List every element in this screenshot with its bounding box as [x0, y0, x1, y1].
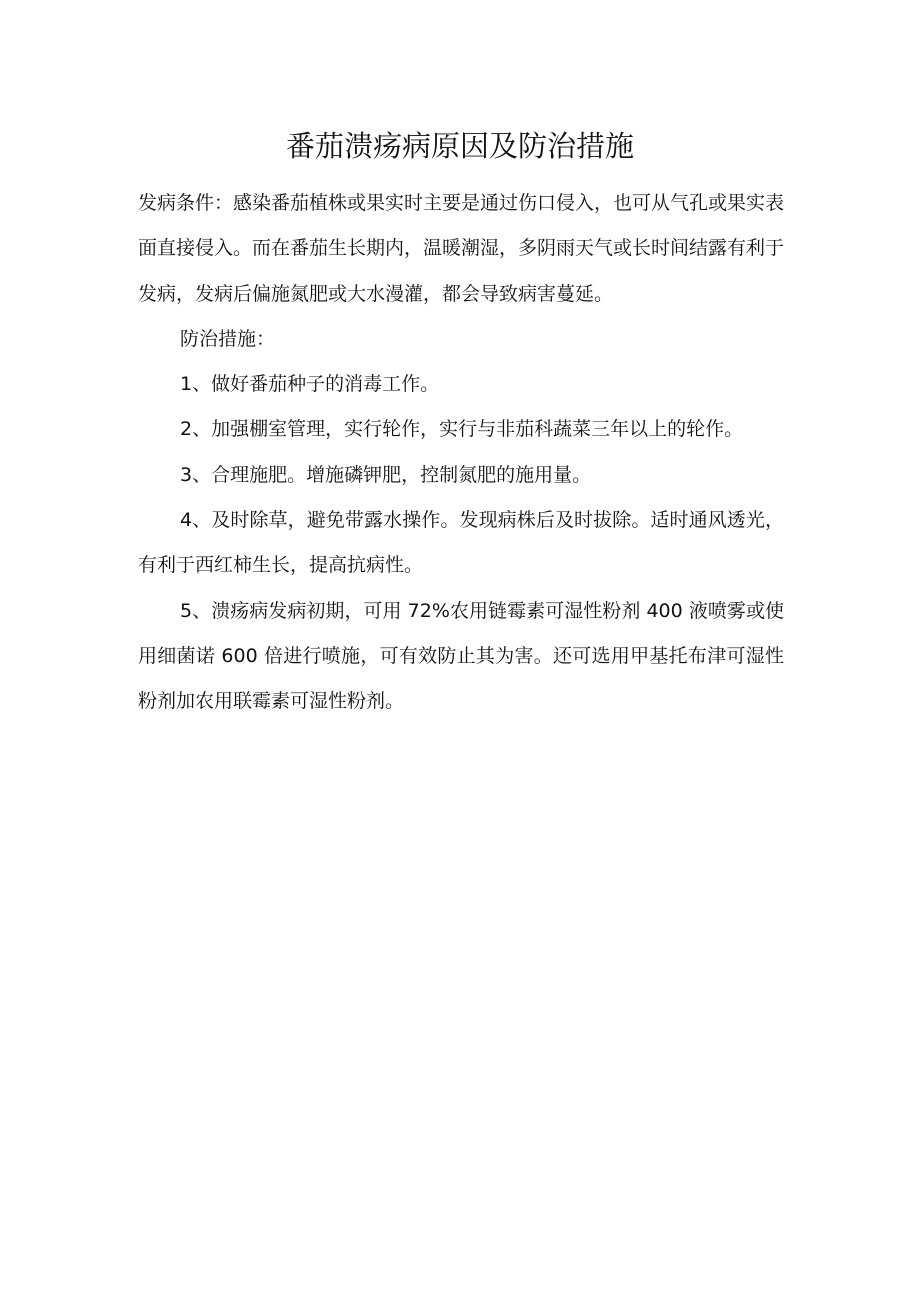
paragraph-control-measures-heading: 防治措施： [180, 327, 276, 350]
paragraph-measure-3: 3、合理施肥。增施磷钾肥，控制氮肥的施用量。 [180, 463, 592, 486]
document-title: 番茄溃疡病原因及防治措施 [285, 129, 634, 163]
document-body [138, 181, 784, 725]
paragraph-measure-2: 2、加强棚室管理，实行轮作，实行与非茄科蔬菜三年以上的轮作。 [180, 418, 744, 441]
paragraph-measure-4: 4、及时除草，避免带露水操作。发现病株后及时拔除。适时通风透光，有利于西红柿生长，提高抗病性。 [138, 509, 784, 577]
paragraph-measure-1: 1、做好番茄种子的消毒工作。 [180, 373, 440, 396]
paragraph-disease-conditions: 发病条件：感染番茄植株或果实时主要是通过伤口侵入，也可从气孔或果实表面直接侵入。而在番茄生长期内，温暖潮湿，多阴雨天气或长时间结露有利于发病，发病后偏施氮肥或大水漫灌，都会导致病害蔓延。 [138, 192, 785, 305]
paragraph-measure-5: 5、溃疡病发病初期，可用 72%农用链霉素可湿性粉剂 400 液喷雾或使用细菌诺 600 倍进行喷施，可有效防止其为害。还可选用甲基托布津可湿性粉剂加农用联霉素可湿性粉剂。 [138, 599, 784, 713]
